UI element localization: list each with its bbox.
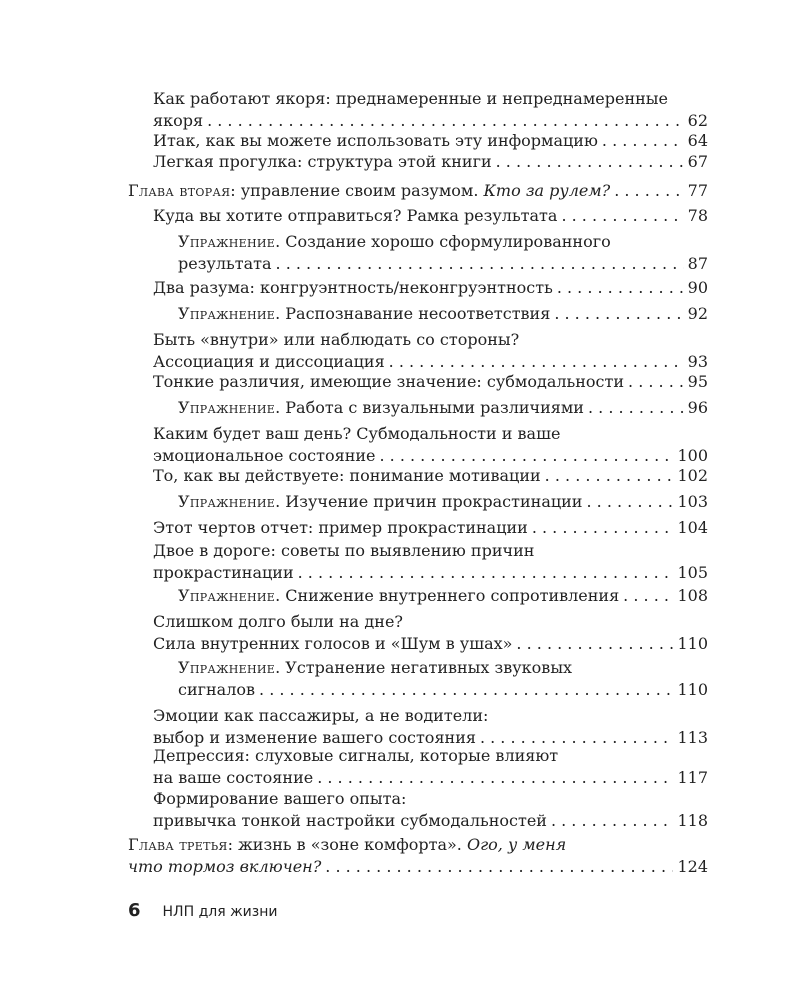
toc-entry: Формирование вашего опыта: привычка тонкой настройки субмодальностей . . . 118 — [153, 788, 708, 831]
page-number: 103 — [677, 492, 708, 511]
page-number: 118 — [677, 810, 708, 830]
toc-entry: Этот чертов отчет: пример прокрастинации . . . 104 — [153, 517, 708, 539]
dot-leader — [276, 253, 684, 275]
dot-leader — [516, 633, 673, 655]
toc-entry: Каким будет ваш день? Субмодальности и ваше эмоциональное состояние . . . 100 — [153, 423, 708, 466]
exercise-entry: Упражнение. Распознавание несоответствия . . . 92 — [178, 303, 708, 325]
chapter-heading: Глава вторая: управление своим разумом. Кто за рулем? . . . 77 — [128, 180, 708, 202]
dot-leader — [628, 371, 684, 393]
toc-entry: То, как вы действуете: понимание мотивации . . . 102 — [153, 465, 708, 487]
page-footer — [128, 900, 277, 921]
page-number: 117 — [677, 767, 708, 787]
page-number: 110 — [677, 633, 708, 653]
dot-leader — [588, 397, 684, 419]
toc-entry: Быть «внутри» или наблюдать со стороны? Ассоциация и диссоциация . . . 93 — [153, 329, 708, 372]
page-number: 93 — [687, 351, 708, 371]
page-number: 100 — [677, 445, 708, 465]
toc-entry: Депрессия: слуховые сигналы, которые влияют на ваше состояние . . . 117 — [153, 745, 708, 788]
dot-leader — [554, 303, 683, 325]
toc-entry: Два разума: конгруэнтность/неконгруэнтность . . . 90 — [153, 277, 708, 299]
page-number: 90 — [687, 278, 708, 297]
page-number: 77 — [687, 181, 708, 200]
dot-leader — [389, 351, 684, 373]
dot-leader — [379, 445, 673, 467]
exercise-entry: Упражнение. Создание хорошо сформулированного результата . . . 87 — [178, 231, 708, 274]
toc-entry: Итак, как вы можете использовать эту информацию . . . 64 — [153, 130, 708, 152]
page-number: 95 — [687, 372, 708, 391]
page-number: 110 — [677, 679, 708, 699]
page-number: 62 — [687, 110, 708, 130]
dot-leader — [496, 151, 684, 173]
page-number: 108 — [677, 586, 708, 605]
dot-leader — [561, 205, 683, 227]
page-number: 102 — [677, 466, 708, 485]
footer-page-number: 6 — [128, 900, 141, 921]
page-number: 105 — [677, 562, 708, 582]
toc-entry: Слишком долго были на дне? Сила внутренних голосов и «Шум в ушах» . . . 110 — [153, 611, 708, 654]
page-number: 104 — [677, 518, 708, 537]
dot-leader — [317, 767, 673, 789]
dot-leader — [557, 277, 684, 299]
toc-entry: Эмоции как пассажиры, а не водители: выбор и изменение вашего состояния . . . 113 — [153, 705, 708, 748]
toc-entry: Двое в дороге: советы по выявлению причин прокрастинации . . . 105 — [153, 540, 708, 583]
exercise-entry: Упражнение. Работа с визуальными различиями . . . 96 — [178, 397, 708, 419]
page-number: 92 — [687, 304, 708, 323]
page-number: 78 — [687, 206, 708, 225]
dot-leader — [551, 810, 674, 832]
page-number: 64 — [687, 131, 708, 150]
book-title: НЛП для жизни — [162, 904, 278, 920]
dot-leader — [602, 130, 684, 152]
page-number: 113 — [677, 727, 708, 747]
dot-leader — [532, 517, 674, 539]
dot-leader — [325, 856, 673, 878]
page-number: 96 — [687, 398, 708, 417]
page-number: 67 — [687, 152, 708, 171]
dot-leader — [586, 491, 673, 513]
page-number: 87 — [687, 253, 708, 273]
exercise-entry: Упражнение. Устранение негативных звуковых сигналов . . . 110 — [178, 657, 708, 700]
dot-leader — [614, 180, 683, 202]
dot-leader — [545, 465, 674, 487]
toc-entry: Тонкие различия, имеющие значение: субмодальности . . . 95 — [153, 371, 708, 393]
dot-leader — [207, 110, 684, 132]
page-number: 124 — [677, 856, 708, 876]
dot-leader — [623, 585, 673, 607]
toc-entry: Куда вы хотите отправиться? Рамка результата . . . 78 — [153, 205, 708, 227]
dot-leader — [259, 679, 673, 701]
toc-line: Как работают якоря: преднамеренные и непреднамеренные — [153, 89, 668, 108]
exercise-entry: Упражнение. Снижение внутреннего сопротивления . . . 108 — [178, 585, 708, 607]
toc-entry: Как работают якоря: преднамеренные и непреднамеренные якоря . . . 62 — [153, 88, 708, 131]
exercise-entry: Упражнение. Изучение причин прокрастинации . . . 103 — [178, 491, 708, 513]
dot-leader — [298, 562, 674, 584]
chapter-heading: Глава третья: жизнь в «зоне комфорта». Ого, у меня что тормоз включен? . . . 124 — [128, 834, 708, 877]
toc-entry: Легкая прогулка: структура этой книги . . . 67 — [153, 151, 708, 173]
